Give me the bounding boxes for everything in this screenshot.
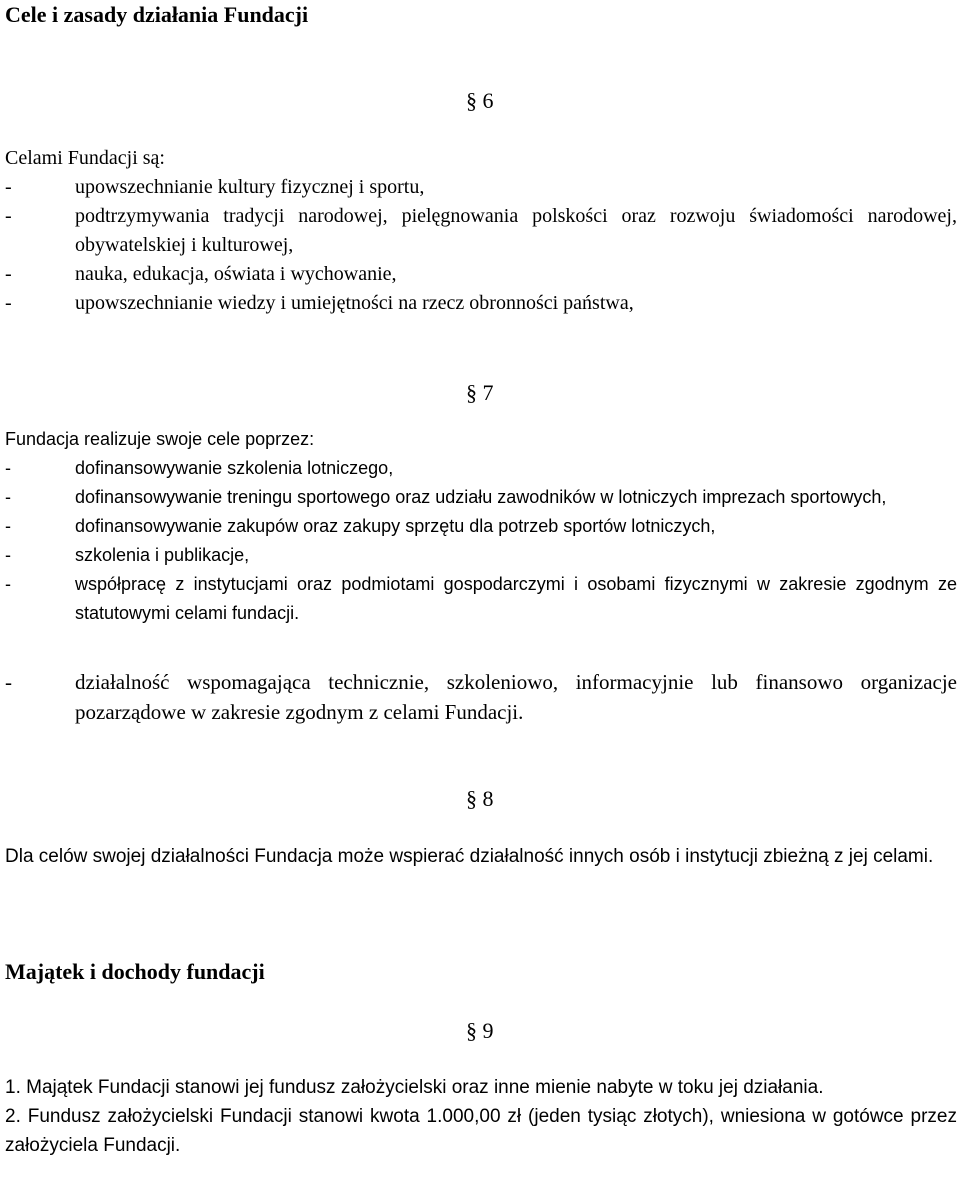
list-dash: - — [5, 292, 12, 314]
list-dash: - — [5, 263, 12, 285]
paragraph-6-body — [5, 144, 957, 318]
section-heading-goals: Cele i zasady działania Fundacji — [5, 2, 309, 27]
paragraph-7-intro: Fundacja realizuje swoje cele poprzez: — [5, 429, 315, 449]
list-item: - dofinansowywanie zakupów oraz zakupy sprzętu dla potrzeb sportów lotniczych, — [5, 512, 957, 541]
list-item: - podtrzymywania tradycji narodowej, pielęgnowania polskości oraz rozwoju świadomości narodowej, obywatelskiej i kulturowej, — [0, 202, 957, 260]
list-item: - upowszechnianie wiedzy i umiejętności na rzecz obronności państwa, — [5, 289, 957, 318]
list-item: - współpracę z instytucjami oraz podmiotami gospodarczymi i osobami fizycznymi w zakresie zgodnym ze statutowymi celami fundacji. — [5, 570, 957, 628]
paragraph-number-9: § 9 — [466, 1018, 494, 1043]
list-dash: - — [5, 205, 12, 227]
paragraph-7-last-item — [5, 667, 957, 727]
numbered-item: 2. Fundusz założycielski Fundacji stanowi kwota 1.000,00 zł (jeden tysiąc złotych), wniesiona w gotówce przez założyciela Fundacji. — [5, 1106, 957, 1156]
list-dash: - — [5, 545, 11, 565]
paragraph-number-7: § 7 — [466, 380, 494, 405]
list-dash: - — [5, 487, 11, 507]
list-item: - upowszechnianie kultury fizycznej i sportu, — [5, 173, 957, 202]
paragraph-number-6: § 6 — [466, 88, 494, 113]
paragraph-6-intro: Celami Fundacji są: — [5, 147, 165, 169]
list-item: - dofinansowywanie treningu sportowego oraz udziału zawodników w lotniczych imprezach sportowych, — [5, 483, 957, 512]
list-dash: - — [5, 458, 11, 478]
list-item: - działalność wspomagająca technicznie, szkoleniowo, informacyjnie lub finansowo organizacje pozarządowe w zakresie zgodnym z celami Fundacji. — [5, 667, 957, 727]
list-dash: - — [5, 516, 11, 536]
list-dash: - — [5, 670, 12, 694]
paragraph-7-body — [5, 425, 957, 628]
paragraph-8-body: Dla celów swojej działalności Fundacja może wspierać działalność innych osób i instytucji zbieżną z jej celami. — [5, 846, 934, 867]
list-item: - nauka, edukacja, oświata i wychowanie, — [5, 260, 957, 289]
list-item: - szkolenia i publikacje, — [5, 541, 957, 570]
numbered-item: 1. Majątek Fundacji stanowi jej fundusz założycielski oraz inne mienie nabyte w toku jej działania. — [5, 1077, 824, 1098]
list-dash: - — [5, 176, 12, 198]
list-dash: - — [5, 574, 11, 594]
paragraph-number-8: § 8 — [466, 786, 494, 811]
section-heading-assets: Majątek i dochody fundacji — [5, 959, 265, 984]
list-item: - dofinansowywanie szkolenia lotniczego, — [5, 454, 957, 483]
paragraph-9-body — [5, 1073, 957, 1160]
